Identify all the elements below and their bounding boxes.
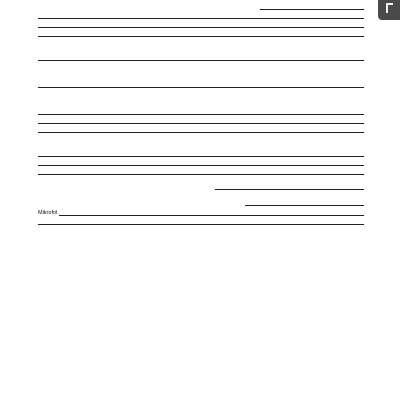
toc-entry[interactable]: [38, 54, 370, 62]
toc-entry[interactable]: [38, 117, 370, 125]
dot-leader: [38, 60, 364, 61]
dot-leader: [38, 165, 364, 166]
toc-section-heading[interactable]: [30, 139, 370, 148]
toc-entry-label: Mikrofol: [38, 210, 58, 216]
toc-entry[interactable]: [38, 81, 370, 89]
toc-section-heading[interactable]: [30, 44, 370, 53]
dot-leader: [38, 27, 364, 28]
toc-section-heading[interactable]: [30, 198, 370, 207]
dot-leader: [38, 215, 364, 216]
toc-section-heading[interactable]: [30, 2, 370, 11]
dot-leader: [38, 36, 364, 37]
toc-entry[interactable]: [38, 218, 370, 226]
toc-section-heading[interactable]: [30, 182, 370, 191]
dot-leader: [38, 18, 364, 19]
toc-section-heading[interactable]: [30, 97, 370, 106]
dot-leader: [215, 189, 364, 190]
dot-leader: [38, 156, 364, 157]
toc-entry[interactable]: [38, 159, 370, 167]
toc-entry[interactable]: [38, 30, 370, 38]
toc-entry[interactable]: [38, 150, 370, 158]
dot-leader: [38, 224, 364, 225]
toc-entry[interactable]: [38, 12, 370, 20]
toc-entry[interactable]: [38, 21, 370, 29]
toc-entry[interactable]: [38, 168, 370, 176]
toc-entry[interactable]: [38, 126, 370, 134]
dot-leader: [38, 132, 364, 133]
dot-leader: [245, 205, 364, 206]
toc-entry[interactable]: [38, 209, 370, 217]
toc-section-heading[interactable]: [30, 70, 370, 79]
dot-leader: [38, 174, 364, 175]
dot-leader: [38, 87, 364, 88]
dot-leader: [38, 114, 364, 115]
dot-leader: [38, 123, 364, 124]
toc-entry[interactable]: [38, 108, 370, 116]
dot-leader: [260, 9, 364, 10]
